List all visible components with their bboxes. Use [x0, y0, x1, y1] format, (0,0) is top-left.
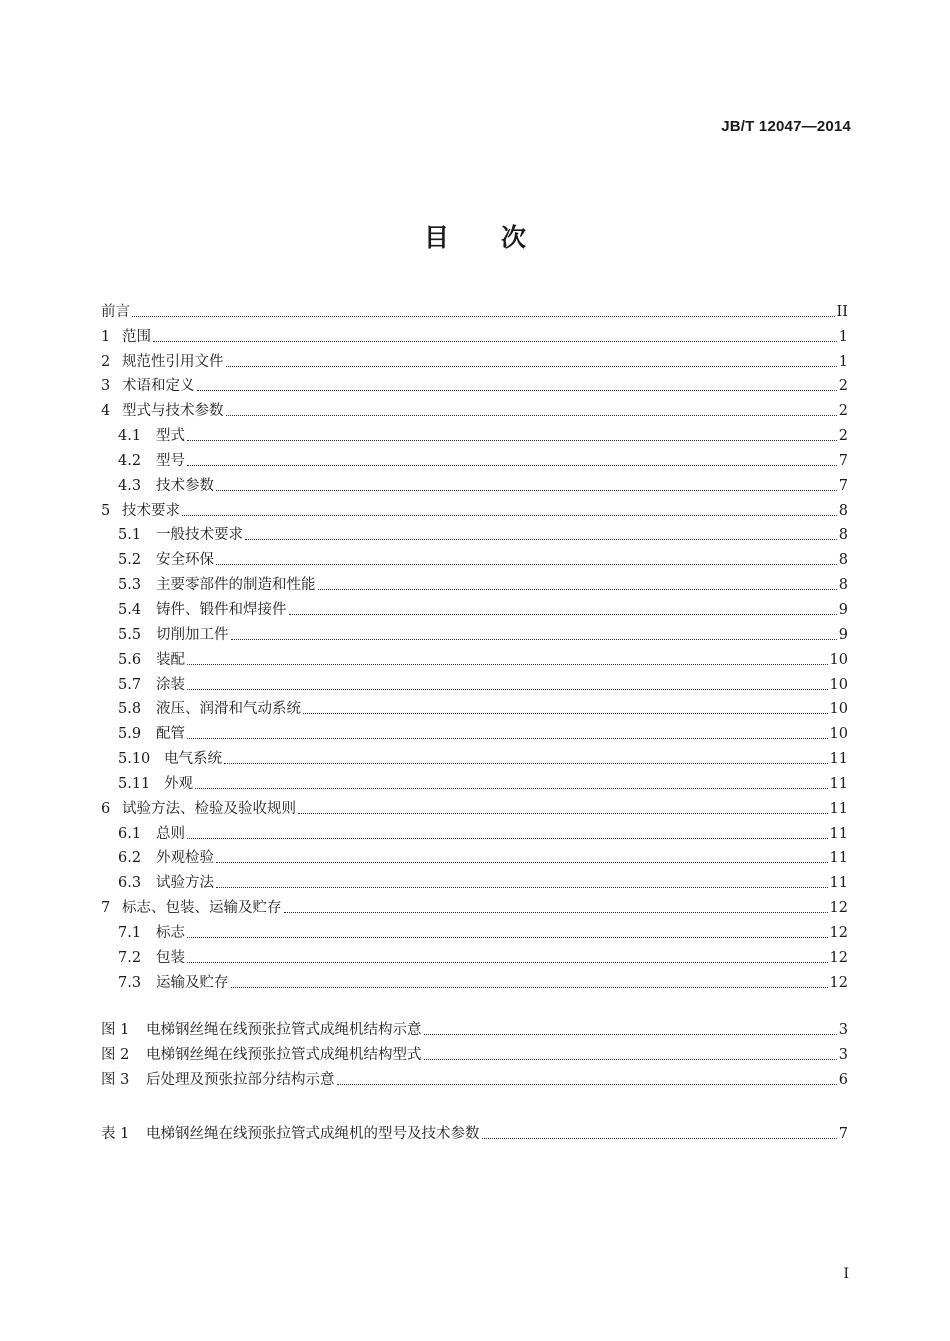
table-entry-page: 7: [838, 1125, 848, 1142]
figure-list: [101, 1014, 848, 1089]
toc-entry-number: 7: [101, 900, 111, 917]
toc-entry[interactable]: [101, 867, 848, 892]
standard-code: JB/T 12047—2014: [721, 118, 851, 135]
toc-entry-label: 技术要求: [122, 502, 180, 519]
toc-entry-number: 5: [101, 502, 111, 519]
toc-entry-label: 试验方法、检验及验收规则: [122, 800, 296, 817]
toc-entry-page: 12: [829, 900, 848, 917]
toc-entry-page: 2: [838, 428, 848, 445]
dot-leader: [337, 1084, 837, 1085]
dot-leader: [424, 1034, 837, 1035]
toc-entry-label: 装配: [156, 651, 185, 668]
dot-leader: [303, 713, 828, 714]
figure-entry-label: 后处理及预张拉部分结构示意: [146, 1071, 335, 1088]
figure-entry-label: 电梯钢丝绳在线预张拉管式成绳机结构示意: [146, 1021, 422, 1038]
toc-entry[interactable]: [101, 967, 848, 992]
toc-entry[interactable]: [101, 818, 848, 843]
dot-leader: [226, 366, 837, 367]
figure-entry-number: 图 2: [101, 1046, 130, 1063]
dot-leader: [187, 440, 837, 441]
toc-entry-number: 5.7: [118, 676, 142, 693]
toc-entry-number: 5.9: [118, 726, 142, 743]
toc-entry-label: 型式: [156, 428, 185, 445]
toc-entry-number: 5.8: [118, 701, 142, 718]
toc-entry[interactable]: [101, 520, 848, 545]
dot-leader: [187, 465, 837, 466]
toc-entry-label: 外观检验: [156, 850, 214, 867]
dot-leader: [187, 937, 828, 938]
toc-entry-label: 安全环保: [156, 552, 214, 569]
toc-entry[interactable]: [101, 718, 848, 743]
toc-entry[interactable]: [101, 321, 848, 346]
toc-entry[interactable]: [101, 743, 848, 768]
toc-entry[interactable]: [101, 694, 848, 719]
toc-entry[interactable]: [101, 892, 848, 917]
toc-entry-page: 2: [838, 378, 848, 395]
toc-entry[interactable]: [101, 594, 848, 619]
toc-entry-label: 运输及贮存: [156, 974, 229, 991]
figure-entry-page: 3: [838, 1021, 848, 1038]
table-entry[interactable]: [101, 1118, 848, 1143]
toc-entry[interactable]: [101, 395, 848, 420]
toc-list: [101, 296, 848, 992]
toc-entry-page: 8: [838, 552, 848, 569]
dot-leader: [216, 862, 828, 863]
page-title: [0, 218, 950, 254]
toc-entry-label: 技术参数: [156, 477, 214, 494]
dot-leader: [224, 763, 828, 764]
toc-entry[interactable]: [101, 793, 848, 818]
dot-leader: [298, 813, 828, 814]
dot-leader: [318, 589, 837, 590]
toc-entry-label: 术语和定义: [122, 378, 195, 395]
toc-entry[interactable]: [101, 470, 848, 495]
toc-entry-page: 8: [838, 577, 848, 594]
dot-leader: [245, 539, 837, 540]
toc-entry-label: 包装: [156, 949, 185, 966]
dot-leader: [187, 962, 828, 963]
dot-leader: [153, 341, 837, 342]
toc-entry-label: 电气系统: [164, 751, 222, 768]
toc-entry-number: 1: [101, 328, 111, 345]
dot-leader: [231, 987, 828, 988]
dot-leader: [187, 689, 828, 690]
toc-entry-label: 标志、包装、运输及贮存: [122, 900, 282, 917]
toc-entry-number: 5.3: [118, 577, 142, 594]
figure-entry[interactable]: [101, 1039, 848, 1064]
toc-entry-label: 试验方法: [156, 875, 214, 892]
toc-entry-number: 7.1: [118, 924, 142, 941]
toc-entry-page: 7: [838, 452, 848, 469]
toc-entry-page: 10: [829, 676, 848, 693]
toc-entry[interactable]: [101, 445, 848, 470]
toc-entry-number: 3: [101, 378, 111, 395]
toc-entry-page: 7: [838, 477, 848, 494]
toc-entry[interactable]: [101, 346, 848, 371]
toc-entry-page: 11: [829, 875, 848, 892]
toc-entry-label: 范围: [122, 328, 151, 345]
dot-leader: [226, 415, 837, 416]
toc-entry-number: 6.2: [118, 850, 142, 867]
dot-leader: [187, 738, 828, 739]
toc-entry-label: 前言: [101, 303, 130, 320]
figure-entry-page: 3: [838, 1046, 848, 1063]
toc-entry-number: 6.1: [118, 825, 142, 842]
toc-entry-page: 12: [829, 974, 848, 991]
toc-entry[interactable]: [101, 544, 848, 569]
figure-entry-number: 图 1: [101, 1021, 130, 1038]
toc-entry[interactable]: [101, 768, 848, 793]
toc-entry-label: 主要零部件的制造和性能: [156, 577, 316, 594]
toc-entry-page: II: [836, 303, 848, 320]
dot-leader: [216, 490, 837, 491]
toc-entry-label: 一般技术要求: [156, 527, 243, 544]
toc-entry-page: 10: [829, 726, 848, 743]
toc-entry[interactable]: [101, 495, 848, 520]
toc-entry-label: 外观: [164, 775, 193, 792]
toc-entry-number: 5.4: [118, 601, 142, 618]
toc-entry[interactable]: [101, 371, 848, 396]
toc-entry-number: 5.1: [118, 527, 142, 544]
toc-entry-page: 10: [829, 701, 848, 718]
toc-entry-page: 10: [829, 651, 848, 668]
toc-entry-page: 9: [838, 626, 848, 643]
toc-entry[interactable]: [101, 420, 848, 445]
page-number: I: [843, 1266, 849, 1282]
toc-entry-page: 1: [838, 353, 848, 370]
toc-entry-page: 12: [829, 924, 848, 941]
toc-entry[interactable]: [101, 917, 848, 942]
figure-entry[interactable]: [101, 1014, 848, 1039]
toc-entry-number: 5.6: [118, 651, 142, 668]
toc-entry-page: 2: [838, 403, 848, 420]
toc-entry-label: 切削加工件: [156, 626, 229, 643]
toc-entry-number: 4.3: [118, 477, 142, 494]
table-entry-label: 电梯钢丝绳在线预张拉管式成绳机的型号及技术参数: [146, 1125, 480, 1142]
toc-entry[interactable]: [101, 644, 848, 669]
toc-entry-number: 7.3: [118, 974, 142, 991]
dot-leader: [216, 564, 837, 565]
dot-leader: [289, 614, 837, 615]
toc-entry-number: 4.1: [118, 428, 142, 445]
toc-entry-number: 4.2: [118, 452, 142, 469]
toc-entry-number: 2: [101, 353, 111, 370]
toc-entry-page: 1: [838, 328, 848, 345]
toc-entry[interactable]: [101, 619, 848, 644]
toc-entry-label: 标志: [156, 924, 185, 941]
toc-entry-label: 配管: [156, 726, 185, 743]
page-title-char-1: 目: [423, 223, 449, 252]
toc-entry-page: 12: [829, 949, 848, 966]
dot-leader: [182, 515, 837, 516]
figure-entry-number: 图 3: [101, 1071, 130, 1088]
toc-entry[interactable]: [101, 942, 848, 967]
toc-entry[interactable]: [101, 669, 848, 694]
toc-entry-page: 9: [838, 601, 848, 618]
toc-entry-page: 11: [829, 825, 848, 842]
toc-entry-label: 铸件、锻件和焊接件: [156, 601, 287, 618]
dot-leader: [216, 887, 828, 888]
dot-leader: [132, 316, 835, 317]
toc-entry-number: 5.10: [118, 751, 151, 768]
figure-entry[interactable]: [101, 1064, 848, 1089]
toc-entry-number: 7.2: [118, 949, 142, 966]
toc-entry-number: 6: [101, 800, 111, 817]
toc-entry-number: 6.3: [118, 875, 142, 892]
toc-entry-page: 11: [829, 850, 848, 867]
figure-entry-label: 电梯钢丝绳在线预张拉管式成绳机结构型式: [146, 1046, 422, 1063]
toc-entry-label: 液压、润滑和气动系统: [156, 701, 301, 718]
toc-entry-number: 4: [101, 403, 111, 420]
toc-entry-page: 11: [829, 775, 848, 792]
table-list: [101, 1118, 848, 1143]
toc-entry[interactable]: [101, 296, 848, 321]
page-title-char-2: 次: [501, 223, 527, 252]
dot-leader: [197, 390, 837, 391]
toc-entry-page: 8: [838, 502, 848, 519]
dot-leader: [187, 664, 828, 665]
dot-leader: [284, 912, 828, 913]
toc-entry-label: 型式与技术参数: [122, 403, 224, 420]
figure-entry-page: 6: [838, 1071, 848, 1088]
table-entry-number: 表 1: [101, 1125, 130, 1142]
dot-leader: [187, 838, 828, 839]
toc-entry-number: 5.5: [118, 626, 142, 643]
dot-leader: [195, 788, 828, 789]
dot-leader: [231, 639, 837, 640]
toc-entry-number: 5.2: [118, 552, 142, 569]
dot-leader: [482, 1138, 837, 1139]
dot-leader: [424, 1059, 837, 1060]
toc-entry-label: 型号: [156, 452, 185, 469]
toc-entry[interactable]: [101, 569, 848, 594]
toc-entry-page: 11: [829, 800, 848, 817]
toc-entry[interactable]: [101, 843, 848, 868]
toc-entry-label: 规范性引用文件: [122, 353, 224, 370]
toc-entry-label: 涂装: [156, 676, 185, 693]
toc-entry-label: 总则: [156, 825, 185, 842]
toc-entry-page: 8: [838, 527, 848, 544]
toc-entry-number: 5.11: [118, 775, 151, 792]
toc-entry-page: 11: [829, 751, 848, 768]
